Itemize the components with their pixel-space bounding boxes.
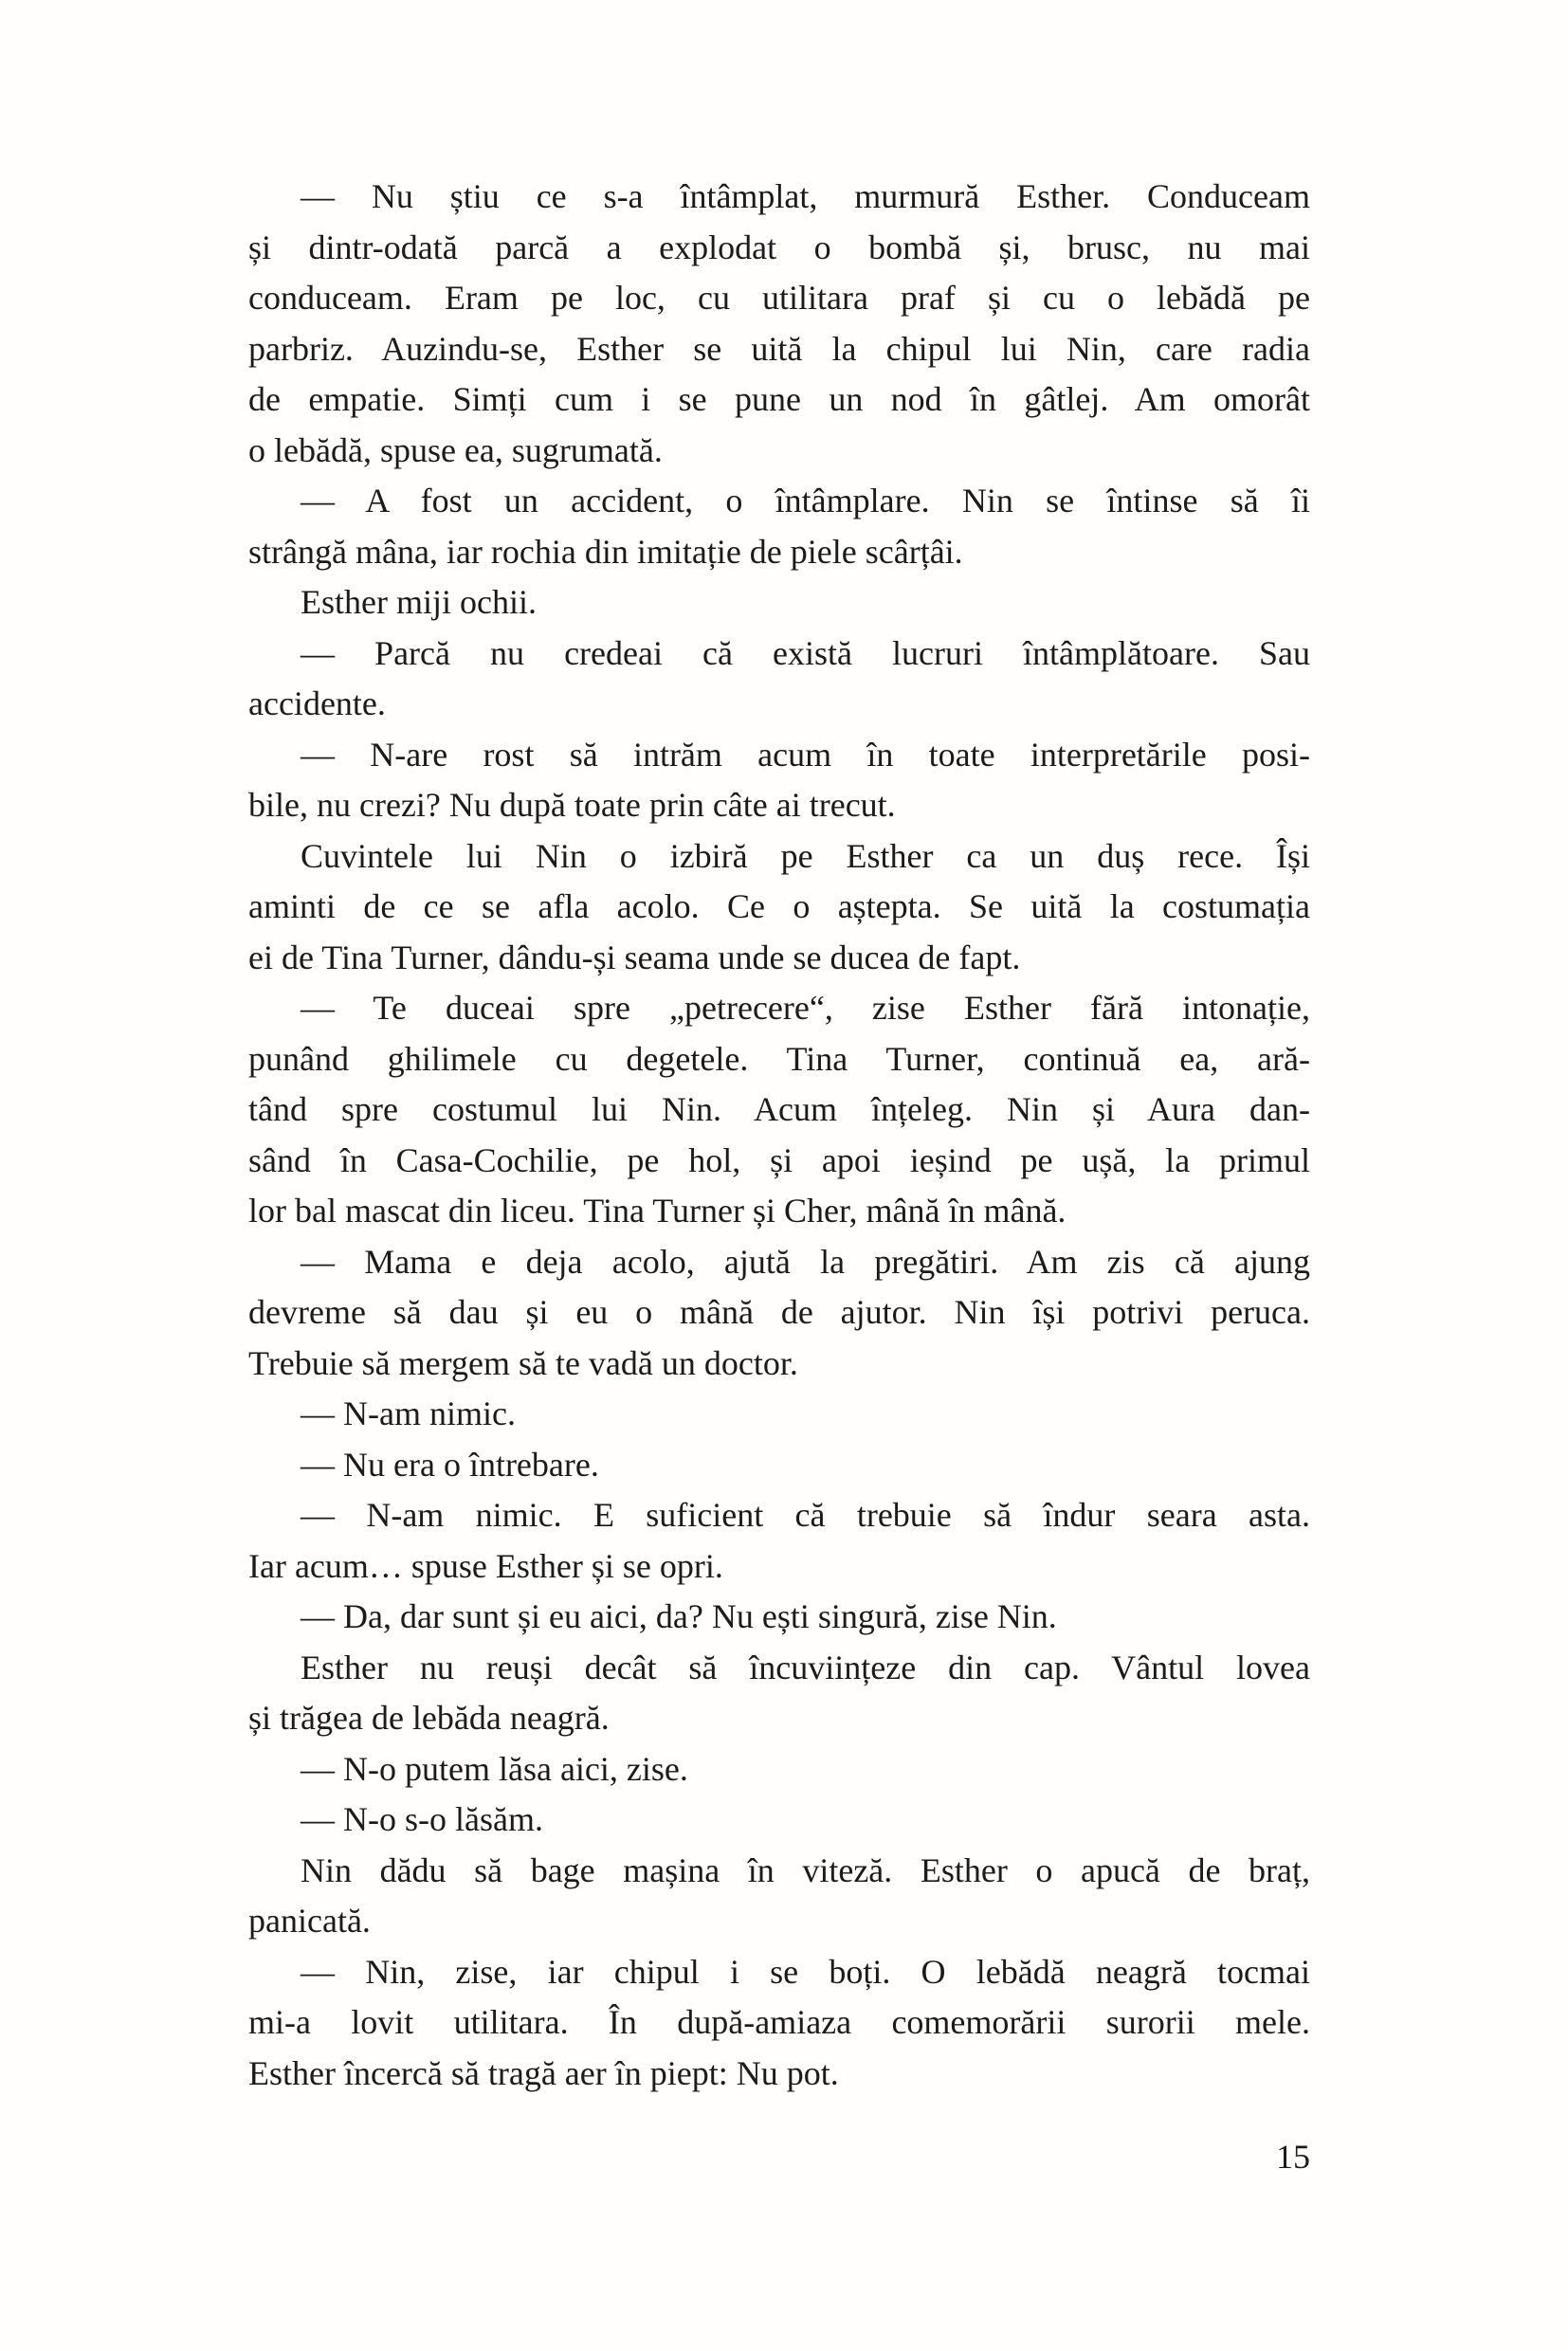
text-line: — Nu știu ce s-a întâmplat, murmură Esther. Conduceam: [301, 177, 1310, 215]
text-line: devreme să dau și eu o mână de ajutor. Nin își potrivi peruca.: [248, 1293, 1310, 1331]
paragraph: [248, 1440, 1310, 1491]
text-line: conduceam. Eram pe loc, cu utilitara praf și cu o lebădă pe: [248, 279, 1310, 317]
text-line: — Mama e deja acolo, ajută la pregătiri. Am zis că ajung: [301, 1242, 1310, 1281]
paragraph: [248, 1744, 1310, 1795]
text-line: — N-am nimic.: [301, 1394, 516, 1432]
paragraph: [248, 577, 1310, 629]
text-line: — A fost un accident, o întâmplare. Nin se întinse să îi: [301, 482, 1310, 519]
text-line: sând în Casa-Cochilie, pe hol, și apoi ieșind pe ușă, la primul: [248, 1140, 1310, 1179]
text-line: mi-a lovit utilitara. În după-amiaza comemorării surorii mele.: [248, 2003, 1310, 2041]
text-line: — N-o putem lăsa aici, zise.: [301, 1749, 688, 1788]
text-line: Nin dădu să bage mașina în viteză. Esther o apucă de braț,: [301, 1850, 1310, 1889]
text-line: Esther încercă să tragă aer în piept: Nu pot.: [248, 2053, 839, 2092]
paragraph: [248, 1237, 1310, 1390]
text-line: — N-o s-o lăsăm.: [301, 1800, 543, 1838]
text-line: Cuvintele lui Nin o izbiră pe Esther ca un duș rece. Își: [301, 836, 1310, 875]
text-line: o lebădă, spuse ea, sugrumată.: [248, 430, 663, 469]
text-line: — Nin, zise, iar chipul i se boți. O lebădă neagră tocmai: [301, 1952, 1310, 1991]
paragraph: [248, 1846, 1310, 1947]
text-line: aminti de ce se afla acolo. Ce o aștepta. Se uită la costumația: [248, 887, 1310, 925]
paragraph: [248, 629, 1310, 730]
paragraph: [248, 1947, 1310, 2100]
paragraph: [248, 1490, 1310, 1592]
text-line: Iar acum… spuse Esther și se opri.: [248, 1546, 723, 1585]
page-text: [248, 172, 1310, 2099]
text-line: tând spre costumul lui Nin. Acum înțeleg. Nin și Aura dan-: [248, 1090, 1310, 1128]
text-line: și trăgea de lebăda neagră.: [248, 1699, 610, 1737]
text-line: — Nu era o întrebare.: [301, 1445, 599, 1484]
text-line: accidente.: [248, 684, 386, 722]
text-line: panicată.: [248, 1902, 371, 1940]
text-line: — Parcă nu credeai că există lucruri întâmplătoare. Sau: [301, 633, 1310, 672]
text-line: Trebuie să mergem să te vadă un doctor.: [248, 1343, 798, 1382]
paragraph: [248, 1643, 1310, 1744]
text-line: Esther miji ochii.: [301, 583, 537, 621]
text-line: și dintr-odată parcă a explodat o bombă și, brusc, nu mai: [248, 228, 1310, 266]
paragraph: [248, 983, 1310, 1237]
text-line: punând ghilimele cu degetele. Tina Turner, continuă ea, ară-: [248, 1039, 1310, 1078]
text-line: de empatie. Simți cum i se pune un nod în gâtlej. Am omorât: [248, 380, 1310, 418]
text-line: parbriz. Auzindu-se, Esther se uită la chipul lui Nin, care radia: [248, 329, 1310, 368]
text-line: Esther nu reuși decât să încuviințeze din cap. Vântul lovea: [301, 1648, 1310, 1686]
text-line: bile, nu crezi? Nu după toate prin câte ai trecut.: [248, 786, 896, 824]
text-line: — N-are rost să intrăm acum în toate interpretările posi-: [301, 735, 1310, 774]
paragraph: [248, 831, 1310, 984]
text-line: lor bal mascat din liceu. Tina Turner și Cher, mână în mână.: [248, 1192, 1067, 1230]
paragraph: [248, 476, 1310, 577]
paragraph: [248, 1592, 1310, 1643]
paragraph: [248, 172, 1310, 476]
text-line: — Te duceai spre „petrecere“, zise Esther fără intonație,: [301, 989, 1310, 1027]
text-line: ei de Tina Turner, dându-și seama unde se ducea de fapt.: [248, 938, 1021, 976]
text-line: — Da, dar sunt și eu aici, da? Nu ești singură, zise Nin.: [301, 1597, 1057, 1635]
paragraph: [248, 1389, 1310, 1440]
text-line: — N-am nimic. E suficient că trebuie să îndur seara asta.: [301, 1496, 1310, 1534]
text-line: strângă mâna, iar rochia din imitație de piele scârțâi.: [248, 532, 963, 571]
paragraph: [248, 1795, 1310, 1846]
paragraph: [248, 730, 1310, 831]
page-number: 15: [1276, 2138, 1310, 2176]
